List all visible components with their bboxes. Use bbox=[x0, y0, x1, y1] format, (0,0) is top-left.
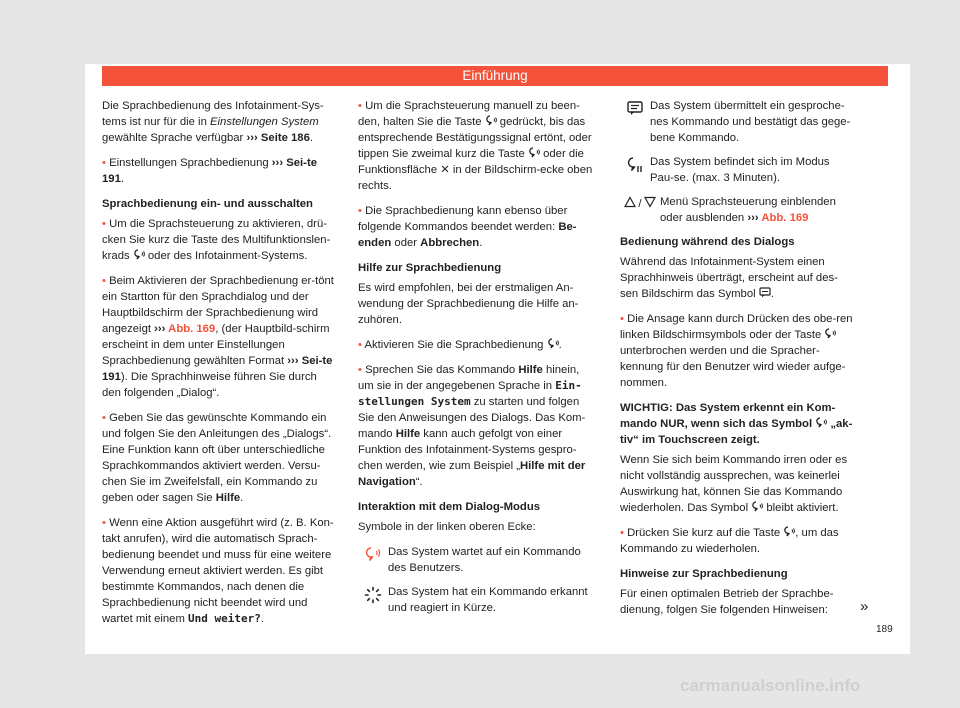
voice-key-icon bbox=[133, 249, 145, 260]
bullet-start-tone: • Beim Aktivieren der Sprachbedienung er-tönt ein Startton für den Sprachdialog und der Hauptbildschirm der Sprachbedienung wird angezeigt ››› Abb. 169, (der Hauptbild-schirm erscheint in dem unter Einstellungen Sprachbedienung gewählten Format ››› Sei-te 191). Die Sprachhinweise führen Sie durch den folgenden „Dialog“. bbox=[102, 275, 334, 399]
bullet-repeat: • Drücken Sie kurz auf die Taste , um das Kommando zu wiederholen. bbox=[620, 527, 839, 555]
bullet-activate: • Um die Sprachsteuerung zu aktivieren, drü-cken Sie kurz die Taste des Multifunktionslen-krads oder des Infotainment-Systems. bbox=[102, 218, 331, 262]
heading-during-dialog: Bedienung während des Dialogs bbox=[620, 236, 795, 248]
symbol-row-menu: / Menü Sprachsteuerung einblenden oder ausblenden ››› Abb. 169 bbox=[620, 194, 856, 226]
column-2 bbox=[358, 98, 594, 624]
hide-menu-icon bbox=[644, 196, 656, 212]
bullet-settings: • Einstellungen Sprachbedienung ››› Sei-te 191. bbox=[102, 157, 317, 185]
page-number: 189 bbox=[876, 624, 893, 635]
page-reference[interactable]: ››› Seite 186 bbox=[246, 132, 310, 144]
column-1 bbox=[102, 98, 338, 636]
heading-hints: Hinweise zur Sprachbedienung bbox=[620, 568, 788, 580]
symbol-row-speaking: Das System übermittelt ein gesproche-nes Kommando und bestätigt das gege-bene Kommando. bbox=[620, 98, 856, 146]
intro-paragraph: Die Sprachbedienung des Infotainment-Sys-tems ist nur für die in Einstellungen System gewählte Sprache verfügbar ››› Seite 186. bbox=[102, 100, 324, 144]
show-menu-icon bbox=[624, 196, 636, 212]
bullet-action: • Wenn eine Aktion ausgeführt wird (z. B. Kon-takt anrufen), wird die automatisch Sprach-bedienung beendet und muss für eine weitere Verwendung erneut aktiviert werden. Es gibt bestimmte Kommandos, nach denen die Sprachbedienung nicht beendet wird und wartet mit einem Und weiter?. bbox=[102, 517, 334, 625]
page-reference[interactable]: ››› Sei-te 191 bbox=[102, 157, 317, 185]
bullet-activate-help: • Aktivieren Sie die Sprachbedienung . bbox=[358, 339, 562, 351]
listening-icon bbox=[358, 544, 388, 562]
symbols-intro: Symbole in der linken oberen Ecke: bbox=[358, 521, 536, 533]
symbol-row-processing: Das System hat ein Kommando erkannt und reagiert in Kürze. bbox=[358, 584, 594, 616]
column-3 bbox=[620, 98, 856, 627]
figure-link[interactable]: Abb. 169 bbox=[165, 323, 216, 335]
speaking-icon bbox=[759, 287, 771, 298]
voice-key-icon bbox=[547, 338, 559, 349]
processing-icon bbox=[358, 584, 388, 604]
hints-paragraph: Für einen optimalen Betrieb der Sprachbe-dienung, folgen Sie folgenden Hinweisen: bbox=[620, 588, 834, 616]
heading-important: WICHTIG: Das System erkennt ein Kom-mando NUR, wenn sich das Symbol „ak-tiv“ im Touchscreen zeigt. bbox=[620, 402, 853, 446]
speaking-icon bbox=[620, 98, 650, 116]
voice-key-icon bbox=[485, 115, 497, 126]
voice-key-icon bbox=[824, 328, 836, 339]
help-paragraph: Es wird empfohlen, bei der erstmaligen An-wendung der Sprachbedienung die Hilfe an-zuhören. bbox=[358, 282, 579, 326]
bullet-say-help: • Sprechen Sie das Kommando Hilfe hinein, um sie in der angegebenen Sprache in Ein-stellungen System zu starten und folgen Sie den Anweisungen des Dialogs. Das Kom-mando Hilfe kann auch gefolgt von einer Funktion des Infotainment-Systems gespro-chen werden, wie zum Beispiel „Hilfe mit der Navigation“. bbox=[358, 364, 586, 488]
figure-link[interactable]: Abb. 169 bbox=[758, 212, 809, 224]
heading-help: Hilfe zur Sprachbedienung bbox=[358, 262, 502, 274]
symbol-row-pause: Das System befindet sich im Modus Pau-se. (max. 3 Minuten). bbox=[620, 154, 856, 186]
repeat-paragraph: Wenn Sie sich beim Kommando irren oder es nicht vollständig aussprechen, was keinerlei Auswirkung hat, können Sie das Kommando wiederholen. Das Symbol bleibt aktiviert. bbox=[620, 454, 848, 514]
section-header: Einführung bbox=[102, 66, 888, 86]
page-reference[interactable]: ››› Sei-te 191 bbox=[102, 355, 333, 383]
heading-on-off: Sprachbedienung ein- und ausschalten bbox=[102, 198, 313, 210]
listening-icon bbox=[815, 417, 827, 428]
heading-dialog-mode: Interaktion mit dem Dialog-Modus bbox=[358, 501, 541, 513]
manual-page bbox=[85, 64, 910, 654]
bullet-end-manual: • Um die Sprachsteuerung manuell zu been-den, halten Sie die Taste gedrückt, bis das entsprechende Bestätigungssignal ertönt, oder tippen Sie zweimal kurz die Taste oder die Funktionsfläche ✕ in der Bildschirm-ecke oben rechts. bbox=[358, 100, 593, 192]
bullet-interrupt: • Die Ansage kann durch Drücken des obe-ren linken Bildschirmsymbols oder der Taste unterbrochen werden und die Spracher-kennung für den Benutzer wird wieder aufge-nommen. bbox=[620, 313, 853, 389]
bullet-give-command: • Geben Sie das gewünschte Kommando ein und folgen Sie den Anleitungen des „Dialogs“. Eine Funktion kann oft über unterschiedliche Sprachkommandos aktiviert werden. Versu-chen Sie im Zweifelsfall, ein Kommando zu geben oder sagen Sie Hilfe. bbox=[102, 412, 332, 504]
listening-icon bbox=[751, 501, 763, 512]
bullet-end-commands: • Die Sprachbedienung kann ebenso über folgende Kommandos beendet werden: Be-enden oder Abbrechen. bbox=[358, 205, 577, 249]
voice-key-icon bbox=[528, 147, 540, 158]
pause-icon bbox=[620, 154, 650, 174]
voice-key-icon bbox=[783, 526, 795, 537]
close-icon: ✕ bbox=[440, 164, 450, 176]
continued-marker: » bbox=[860, 598, 869, 615]
watermark[interactable]: carmanualsonline.info bbox=[680, 676, 861, 695]
dialog-paragraph: Während das Infotainment-System einen Sprachhinweis überträgt, erscheint auf des-sen Bildschirm das Symbol . bbox=[620, 256, 838, 300]
symbol-row-listening: Das System wartet auf ein Kommando des Benutzers. bbox=[358, 544, 594, 576]
